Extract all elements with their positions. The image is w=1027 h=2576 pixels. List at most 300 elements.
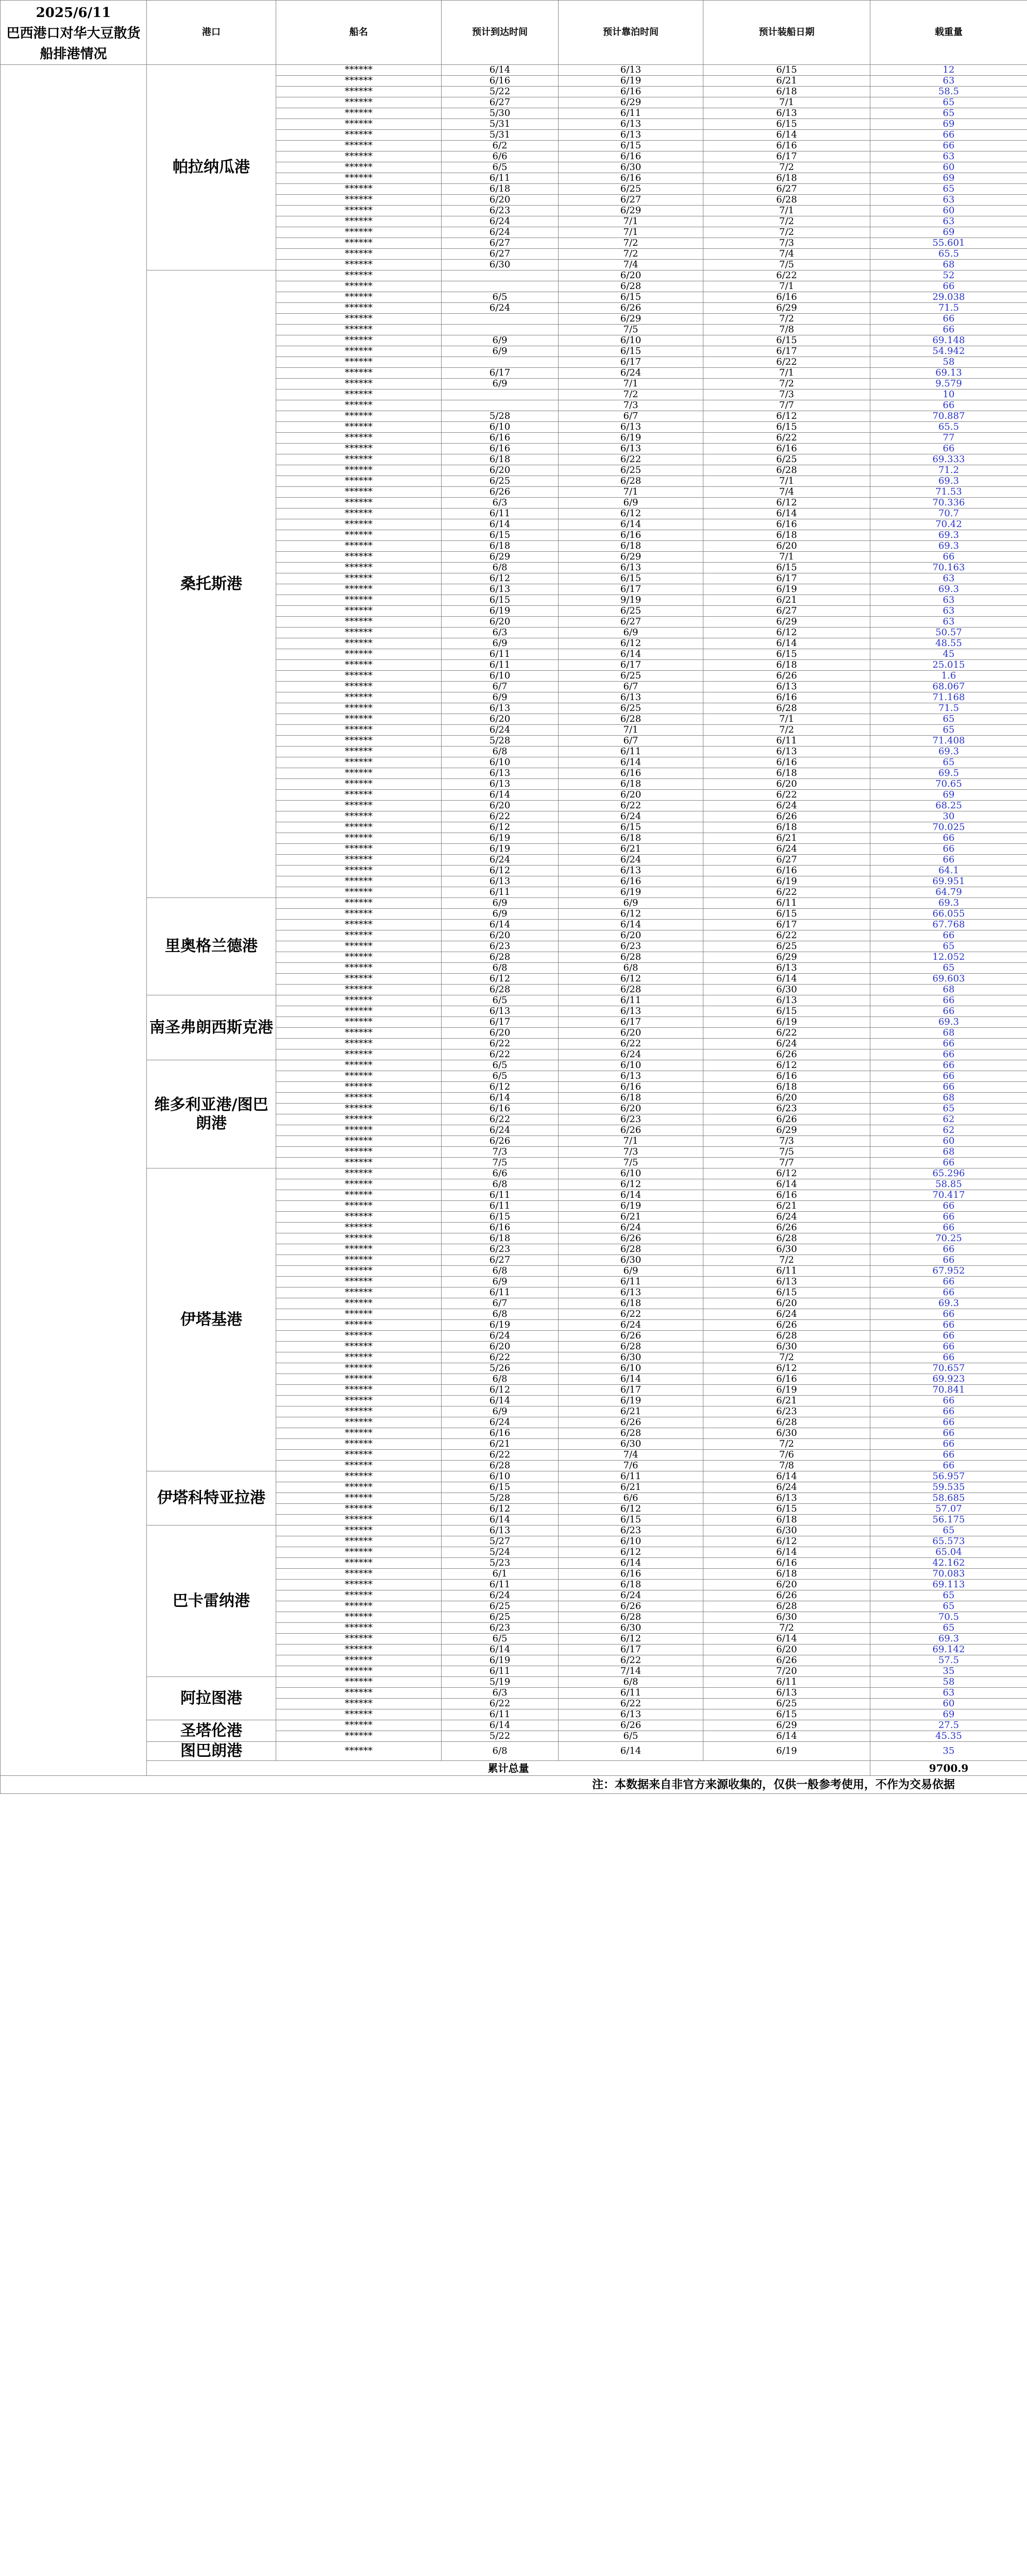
cell-berthing: 6/14 [559, 519, 703, 530]
cell-vessel: ****** [276, 303, 442, 314]
cell-eta: 6/9 [442, 898, 559, 909]
cell-vessel: ****** [276, 930, 442, 941]
cell-loading: 6/12 [703, 1536, 870, 1547]
cell-tonnage: 66 [870, 1039, 1027, 1049]
cell-tonnage: 1.6 [870, 671, 1027, 682]
cell-vessel: ****** [276, 801, 442, 811]
cell-tonnage: 64.79 [870, 887, 1027, 898]
cell-loading: 6/19 [703, 876, 870, 887]
cell-berthing: 6/17 [559, 1017, 703, 1028]
cell-tonnage: 70.7 [870, 509, 1027, 519]
cell-loading: 7/2 [703, 1623, 870, 1634]
cell-berthing: 7/4 [559, 260, 703, 270]
cell-berthing: 6/26 [559, 1601, 703, 1612]
cell-berthing: 6/26 [559, 1233, 703, 1244]
column-header-berthing: 预计靠泊时间 [559, 1, 703, 65]
cell-tonnage: 66 [870, 552, 1027, 563]
cell-vessel: ****** [276, 498, 442, 509]
cell-tonnage: 69.923 [870, 1374, 1027, 1385]
cell-berthing: 6/11 [559, 1471, 703, 1482]
cell-loading: 6/21 [703, 1201, 870, 1212]
port-name: 图巴朗港 [147, 1742, 276, 1761]
cell-vessel: ****** [276, 1471, 442, 1482]
cell-vessel: ****** [276, 1039, 442, 1049]
cell-eta: 6/8 [442, 747, 559, 757]
cell-vessel: ****** [276, 454, 442, 465]
cell-vessel: ****** [276, 519, 442, 530]
cell-vessel: ****** [276, 1309, 442, 1320]
cell-berthing: 6/13 [559, 444, 703, 454]
cell-vessel: ****** [276, 379, 442, 389]
cell-tonnage: 69.3 [870, 1298, 1027, 1309]
cell-eta: 6/24 [442, 855, 559, 866]
cell-eta: 6/10 [442, 671, 559, 682]
cell-vessel: ****** [276, 638, 442, 649]
cell-vessel: ****** [276, 1742, 442, 1761]
cell-berthing: 6/13 [559, 1709, 703, 1720]
cell-eta: 6/23 [442, 941, 559, 952]
disclaimer-note: 注：本数据来自非官方来源收集的，仅供一般参考使用，不作为交易依据 [1, 1776, 1027, 1794]
cell-eta: 6/14 [442, 519, 559, 530]
cell-tonnage: 66 [870, 130, 1027, 141]
cell-berthing: 6/7 [559, 411, 703, 422]
cell-eta: 6/20 [442, 930, 559, 941]
cell-vessel: ****** [276, 1569, 442, 1580]
cell-berthing: 6/25 [559, 465, 703, 476]
cell-tonnage: 66 [870, 1006, 1027, 1017]
cell-eta [442, 357, 559, 368]
cell-vessel: ****** [276, 1179, 442, 1190]
cell-vessel: ****** [276, 1201, 442, 1212]
cell-vessel: ****** [276, 1082, 442, 1093]
cell-eta: 6/19 [442, 606, 559, 617]
cell-tonnage: 69 [870, 119, 1027, 130]
cell-loading: 7/2 [703, 314, 870, 325]
cell-berthing: 6/10 [559, 1060, 703, 1071]
cell-loading: 6/14 [703, 1179, 870, 1190]
cell-vessel: ****** [276, 422, 442, 433]
table-row [1, 270, 1027, 281]
cell-loading: 6/20 [703, 541, 870, 552]
cell-berthing: 6/16 [559, 1569, 703, 1580]
cell-vessel: ****** [276, 1504, 442, 1515]
cell-eta: 6/12 [442, 974, 559, 985]
cell-eta: 6/18 [442, 184, 559, 195]
cell-eta: 6/8 [442, 1374, 559, 1385]
cell-berthing: 6/22 [559, 1309, 703, 1320]
cell-loading: 7/5 [703, 260, 870, 270]
port-name: 伊塔基港 [147, 1168, 276, 1471]
cell-eta: 6/26 [442, 487, 559, 498]
cell-loading: 7/1 [703, 714, 870, 725]
cell-berthing: 6/19 [559, 887, 703, 898]
header-row [1, 1, 1027, 65]
cell-berthing: 6/18 [559, 541, 703, 552]
cell-loading: 6/17 [703, 346, 870, 357]
cell-berthing: 6/11 [559, 747, 703, 757]
cell-berthing: 6/15 [559, 141, 703, 151]
cell-loading: 7/4 [703, 249, 870, 260]
cell-vessel: ****** [276, 1363, 442, 1374]
cell-berthing: 6/15 [559, 346, 703, 357]
cell-eta: 6/8 [442, 963, 559, 974]
cell-vessel: ****** [276, 389, 442, 400]
cell-berthing: 6/22 [559, 1655, 703, 1666]
cell-loading: 6/25 [703, 454, 870, 465]
cell-vessel: ****** [276, 368, 442, 379]
cell-loading: 7/2 [703, 725, 870, 736]
cell-berthing: 6/25 [559, 184, 703, 195]
cell-tonnage: 69 [870, 790, 1027, 801]
cell-tonnage: 68 [870, 260, 1027, 270]
cell-berthing: 6/13 [559, 119, 703, 130]
cell-tonnage: 50.57 [870, 628, 1027, 638]
cell-berthing: 6/30 [559, 1439, 703, 1450]
cell-eta: 6/25 [442, 476, 559, 487]
cell-berthing: 6/28 [559, 1244, 703, 1255]
cell-berthing: 6/24 [559, 1223, 703, 1233]
cell-vessel: ****** [276, 1233, 442, 1244]
cell-vessel: ****** [276, 1720, 442, 1731]
cell-tonnage: 66 [870, 1406, 1027, 1417]
cell-berthing: 6/10 [559, 1536, 703, 1547]
cell-vessel: ****** [276, 1298, 442, 1309]
cell-loading: 6/13 [703, 1493, 870, 1504]
cell-vessel: ****** [276, 617, 442, 628]
cell-eta: 6/22 [442, 1114, 559, 1125]
cell-vessel: ****** [276, 238, 442, 249]
cell-loading: 6/20 [703, 1093, 870, 1104]
cell-eta: 6/19 [442, 1655, 559, 1666]
cell-tonnage: 71.408 [870, 736, 1027, 747]
cell-tonnage: 65 [870, 184, 1027, 195]
port-name: 桑托斯港 [147, 270, 276, 898]
cell-loading: 6/14 [703, 974, 870, 985]
cell-vessel: ****** [276, 1385, 442, 1396]
cell-tonnage: 65 [870, 1601, 1027, 1612]
cell-eta: 5/30 [442, 108, 559, 119]
cell-eta: 6/22 [442, 1699, 559, 1709]
cell-berthing: 6/24 [559, 855, 703, 866]
cell-vessel: ****** [276, 1093, 442, 1104]
cell-eta: 6/24 [442, 1590, 559, 1601]
cell-tonnage: 69.3 [870, 1634, 1027, 1645]
cell-vessel: ****** [276, 1017, 442, 1028]
cell-tonnage: 71.5 [870, 303, 1027, 314]
cell-vessel: ****** [276, 790, 442, 801]
cell-eta: 6/21 [442, 1439, 559, 1450]
cell-eta: 6/20 [442, 465, 559, 476]
port-name: 帕拉纳瓜港 [147, 65, 276, 270]
cell-berthing: 6/16 [559, 530, 703, 541]
cell-eta: 6/5 [442, 1060, 559, 1071]
cell-loading: 6/11 [703, 1266, 870, 1277]
cell-tonnage: 69 [870, 173, 1027, 184]
cell-loading: 6/11 [703, 736, 870, 747]
cell-tonnage: 62 [870, 1114, 1027, 1125]
cell-vessel: ****** [276, 184, 442, 195]
cell-loading: 6/27 [703, 606, 870, 617]
cell-vessel: ****** [276, 1547, 442, 1558]
cell-loading: 6/27 [703, 184, 870, 195]
cell-vessel: ****** [276, 725, 442, 736]
cell-loading: 6/28 [703, 703, 870, 714]
cell-eta: 6/18 [442, 541, 559, 552]
cell-vessel: ****** [276, 1266, 442, 1277]
cell-vessel: ****** [276, 227, 442, 238]
cell-eta: 6/13 [442, 768, 559, 779]
cell-berthing: 6/29 [559, 97, 703, 108]
cell-tonnage: 66 [870, 400, 1027, 411]
cell-eta: 6/24 [442, 725, 559, 736]
cell-vessel: ****** [276, 292, 442, 303]
cell-vessel: ****** [276, 1450, 442, 1461]
cell-vessel: ****** [276, 1060, 442, 1071]
cell-vessel: ****** [276, 768, 442, 779]
cell-loading: 6/26 [703, 811, 870, 822]
cell-tonnage: 67.768 [870, 920, 1027, 930]
cell-vessel: ****** [276, 703, 442, 714]
port-name: 伊塔科特亚拉港 [147, 1471, 276, 1526]
cell-berthing: 7/5 [559, 325, 703, 335]
column-header-eta: 预计到达时间 [442, 1, 559, 65]
cell-loading: 6/12 [703, 1060, 870, 1071]
cell-tonnage: 71.168 [870, 692, 1027, 703]
cell-tonnage: 69.148 [870, 335, 1027, 346]
cell-vessel: ****** [276, 108, 442, 119]
cell-berthing: 7/1 [559, 227, 703, 238]
cell-vessel: ****** [276, 1125, 442, 1136]
cell-loading: 6/14 [703, 1471, 870, 1482]
cell-berthing: 6/14 [559, 1190, 703, 1201]
cell-vessel: ****** [276, 314, 442, 325]
cell-tonnage: 65.296 [870, 1168, 1027, 1179]
cell-eta: 5/26 [442, 1363, 559, 1374]
cell-tonnage: 66 [870, 281, 1027, 292]
cell-berthing: 6/18 [559, 833, 703, 844]
cell-loading: 6/22 [703, 270, 870, 281]
cell-loading: 6/17 [703, 151, 870, 162]
cell-eta: 6/12 [442, 1504, 559, 1515]
cell-tonnage: 66 [870, 325, 1027, 335]
cell-eta: 6/19 [442, 844, 559, 855]
cell-loading: 6/25 [703, 1699, 870, 1709]
cell-eta: 6/17 [442, 1017, 559, 1028]
cell-tonnage: 65.5 [870, 422, 1027, 433]
cell-tonnage: 67.952 [870, 1266, 1027, 1277]
cell-loading: 6/18 [703, 822, 870, 833]
cell-loading: 6/16 [703, 444, 870, 454]
cell-vessel: ****** [276, 866, 442, 876]
cell-berthing: 6/13 [559, 65, 703, 76]
cell-tonnage: 66 [870, 844, 1027, 855]
cell-berthing: 6/10 [559, 335, 703, 346]
cell-eta: 6/20 [442, 714, 559, 725]
cell-vessel: ****** [276, 530, 442, 541]
cell-vessel: ****** [276, 1666, 442, 1677]
cell-loading: 6/18 [703, 1569, 870, 1580]
cell-eta: 6/27 [442, 249, 559, 260]
cell-eta: 6/5 [442, 1634, 559, 1645]
cell-loading: 6/24 [703, 1309, 870, 1320]
cell-tonnage: 68 [870, 1147, 1027, 1158]
cell-eta: 6/16 [442, 433, 559, 444]
cell-berthing: 6/12 [559, 1547, 703, 1558]
cell-tonnage: 56.957 [870, 1471, 1027, 1482]
cell-vessel: ****** [276, 844, 442, 855]
cell-eta: 6/15 [442, 530, 559, 541]
cell-tonnage: 54.942 [870, 346, 1027, 357]
cell-loading: 6/22 [703, 433, 870, 444]
cell-tonnage: 70.887 [870, 411, 1027, 422]
cell-berthing: 6/5 [559, 1731, 703, 1742]
cell-eta: 5/19 [442, 1677, 559, 1688]
cell-berthing: 6/10 [559, 1363, 703, 1374]
cell-berthing: 6/26 [559, 1125, 703, 1136]
cell-vessel: ****** [276, 206, 442, 216]
cell-berthing: 7/3 [559, 400, 703, 411]
cell-berthing: 6/23 [559, 1114, 703, 1125]
cell-vessel: ****** [276, 1731, 442, 1742]
cell-loading: 6/28 [703, 1417, 870, 1428]
cell-vessel: ****** [276, 671, 442, 682]
cell-vessel: ****** [276, 1590, 442, 1601]
cell-tonnage: 66 [870, 1331, 1027, 1342]
cell-loading: 6/14 [703, 130, 870, 141]
cell-eta: 6/16 [442, 1223, 559, 1233]
cell-eta: 6/9 [442, 638, 559, 649]
cell-loading: 6/18 [703, 768, 870, 779]
cell-vessel: ****** [276, 606, 442, 617]
cell-vessel: ****** [276, 563, 442, 573]
cell-tonnage: 56.175 [870, 1515, 1027, 1526]
cell-tonnage: 69.5 [870, 768, 1027, 779]
cell-eta: 5/23 [442, 1558, 559, 1569]
port-name: 阿拉图港 [147, 1677, 276, 1720]
cell-tonnage: 66 [870, 855, 1027, 866]
port-name: 南圣弗朗西斯克港 [147, 995, 276, 1060]
cell-vessel: ****** [276, 270, 442, 281]
cell-eta: 6/11 [442, 1709, 559, 1720]
cell-berthing: 7/1 [559, 1136, 703, 1147]
cell-loading: 6/30 [703, 1244, 870, 1255]
cell-eta: 6/28 [442, 985, 559, 995]
cell-eta: 6/8 [442, 1309, 559, 1320]
cell-eta: 6/22 [442, 1039, 559, 1049]
cell-loading: 7/1 [703, 97, 870, 108]
cell-eta: 6/9 [442, 346, 559, 357]
cell-berthing: 7/1 [559, 725, 703, 736]
cell-berthing: 6/14 [559, 1558, 703, 1569]
cell-berthing: 6/23 [559, 941, 703, 952]
cell-eta: 6/28 [442, 952, 559, 963]
cell-loading: 7/2 [703, 1439, 870, 1450]
cell-eta: 6/5 [442, 1071, 559, 1082]
cell-berthing: 7/2 [559, 249, 703, 260]
cell-tonnage: 66 [870, 1461, 1027, 1471]
cell-eta: 6/11 [442, 1580, 559, 1590]
cell-berthing: 6/21 [559, 1212, 703, 1223]
cell-berthing: 6/13 [559, 563, 703, 573]
cell-eta: 6/14 [442, 1645, 559, 1655]
cell-loading: 6/13 [703, 108, 870, 119]
cell-vessel: ****** [276, 162, 442, 173]
cell-eta: 6/29 [442, 552, 559, 563]
cell-berthing: 6/8 [559, 1677, 703, 1688]
cell-loading: 6/11 [703, 898, 870, 909]
cell-tonnage: 65 [870, 725, 1027, 736]
cell-loading: 6/18 [703, 530, 870, 541]
cell-berthing: 6/15 [559, 822, 703, 833]
port-name: 圣塔伦港 [147, 1720, 276, 1742]
cell-vessel: ****** [276, 444, 442, 454]
table-row [1, 1168, 1027, 1179]
cell-tonnage: 63 [870, 595, 1027, 606]
cell-loading: 6/15 [703, 909, 870, 920]
cell-loading: 7/8 [703, 1461, 870, 1471]
cell-berthing: 7/6 [559, 1461, 703, 1471]
cell-tonnage: 69.13 [870, 368, 1027, 379]
cell-loading: 6/15 [703, 563, 870, 573]
cell-eta: 6/14 [442, 1093, 559, 1104]
cell-berthing: 6/17 [559, 1385, 703, 1396]
cell-eta: 6/11 [442, 649, 559, 660]
cell-tonnage: 65.04 [870, 1547, 1027, 1558]
cell-berthing: 6/13 [559, 692, 703, 703]
cell-loading: 6/12 [703, 411, 870, 422]
cell-vessel: ****** [276, 811, 442, 822]
cell-eta: 6/24 [442, 216, 559, 227]
cell-berthing: 6/28 [559, 1428, 703, 1439]
cell-berthing: 7/2 [559, 238, 703, 249]
cell-berthing: 6/20 [559, 270, 703, 281]
cell-loading: 6/26 [703, 1320, 870, 1331]
cell-berthing: 6/14 [559, 920, 703, 930]
cell-tonnage: 68 [870, 1093, 1027, 1104]
cell-vessel: ****** [276, 1342, 442, 1352]
cell-tonnage: 65 [870, 1104, 1027, 1114]
cell-tonnage: 66 [870, 995, 1027, 1006]
cell-vessel: ****** [276, 1699, 442, 1709]
table-row [1, 1526, 1027, 1536]
cell-tonnage: 57.07 [870, 1504, 1027, 1515]
cell-loading: 7/1 [703, 281, 870, 292]
cell-tonnage: 10 [870, 389, 1027, 400]
cell-tonnage: 66 [870, 930, 1027, 941]
cell-tonnage: 58.5 [870, 87, 1027, 97]
cell-vessel: ****** [276, 335, 442, 346]
cell-loading: 7/2 [703, 227, 870, 238]
cell-berthing: 6/7 [559, 736, 703, 747]
cell-berthing: 6/24 [559, 368, 703, 379]
cell-tonnage: 63 [870, 76, 1027, 87]
cell-vessel: ****** [276, 1601, 442, 1612]
cell-eta: 6/16 [442, 1428, 559, 1439]
cell-tonnage: 69.951 [870, 876, 1027, 887]
cell-loading: 6/12 [703, 1363, 870, 1374]
cell-berthing: 7/4 [559, 1450, 703, 1461]
cell-loading: 6/20 [703, 1645, 870, 1655]
cell-berthing: 6/22 [559, 1039, 703, 1049]
cell-loading: 6/28 [703, 195, 870, 206]
cell-berthing: 6/13 [559, 1071, 703, 1082]
cell-vessel: ****** [276, 476, 442, 487]
cell-tonnage: 68 [870, 985, 1027, 995]
cell-eta: 6/11 [442, 1666, 559, 1677]
cell-berthing: 6/28 [559, 952, 703, 963]
cell-eta: 5/28 [442, 411, 559, 422]
cell-loading: 6/24 [703, 844, 870, 855]
